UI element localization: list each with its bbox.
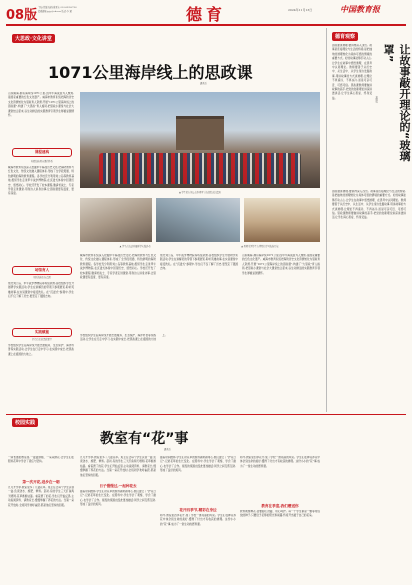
newspaper-logo: 中国教育报 <box>340 4 380 14</box>
bottom-sub-4: 教育在季度,我们赠送你 <box>261 504 299 508</box>
subhead-venue-label: 场馆育人 <box>34 268 50 272</box>
section-title: 德育 <box>186 5 227 24</box>
main-photo <box>80 92 320 188</box>
right-byline: 刘晓明 <box>374 96 378 103</box>
bottom-story-byline: 通讯员 <box>164 448 171 451</box>
bottom-sub-1: 第一次开花,进步在一朝 <box>22 480 60 484</box>
bottom-sub-2: 日子慢慢过,一起种花去 <box>99 484 137 488</box>
left-body-3c: 山东威海,拥有海岸线1071公里,因甲午海战而为人熟知,是国家重要的红色文化遗产。威海市教育系统把海防历史文化资源转化为思政育人资源,开展“1071公里海岸线上的思政课”,构建了“大思政”育人格局,把思政小课堂与社会大课堂结合起来,以生动鲜活的实践教育引领学生厚植爱国情怀。 <box>242 254 320 275</box>
left-body-3a: 威海市教育系统深入挖掘甲午海战历史文化,把海防教育与红色文化、传统文化融入课程体系,形成了全学段贯通、特色鲜明的海防教育课程。各学校充分利用刘公岛等教育基地,组织学生走进甲午战争博物院,在沉浸式体验中回望历史、感悟初心。学校还开发了校本课程,邀请老战士、专家学者走进课堂,用身边人讲身边事,让思政课更有温度、更有深度。 <box>80 254 156 280</box>
fort-gate <box>176 116 224 150</box>
bottom-body-4: 教育就像种花,需要耐心浇灌、用心呵护。每一个学生都是一颗等待绽放的种子,只要给予足够的阳光和雨露,终将开出属于自己的花朵。 <box>240 510 320 518</box>
subhead-practice <box>12 328 72 337</box>
subhead-curriculum-label: 课程建构 <box>34 150 50 154</box>
right-column-tag: 德育观察 <box>332 32 358 41</box>
email-line: 投稿邮箱:jyjy@edu.cn 版式:李 斌 <box>38 9 72 13</box>
column-divider <box>326 28 327 412</box>
student-group <box>99 153 301 184</box>
photo-museum <box>156 198 240 242</box>
bottom-body-3b: 如今,教室里四季花开,成了学校一道亮丽的风景。学生们在种花养花中体会到生命的美好,懂得了付出才有收获的道理。这份小小的“花”事,成为了一堂生动的德育课。 <box>240 456 320 468</box>
left-body-practice: 学校组织学生沿海岸线开展志愿服务、生态保护、海洋科普等实践活动,让学生在行走中学习,在实践中成长,把思政课上在祖国的大地上。 <box>8 344 74 356</box>
left-body-2: 依托刘公岛、甲午战争博物院等场馆资源,各校组织学生开展研学实践活动,学生在讲解员的带领下参观展览,聆听英雄故事,在实景课堂中接受洗礼。在“沉浸式”参观中,学生们不仅了解了历史,更坚定了强国志向。 <box>8 282 74 299</box>
right-body-main: 思政课讲道理,要讲得深入浅出。故事是连接理论与生活的桥梁,是把抽象的道理转化为具体可感的情境的重要方式。好的故事能够打动人心,让学生在故事中感悟道理、在思考中认同理论。教师要善于从历史中、从生活中、从学生身边发掘故事,用讲故事的方式讲道理,让理论不再遥远、不再冰冷,而是可亲可近、可感可信。思政课教师要做讲故事的高手,把党的创新理论讲深讲透讲活,让学生真心喜爱、终身受益。 <box>332 190 406 220</box>
subhead-curriculum-sub: 构建海防教育课程体系 <box>31 160 53 163</box>
issue-date: 2024年11月13日 <box>288 8 313 12</box>
bottom-body-1: 九月开学季,教室里多了几盆花草。班主任让每个学生认领一盆,负责浇水、施肥、修剪。起初,有的学生三天打鱼两天晒网,花草渐渐枯萎。看着蔫了的花,学生们开始反思,主动查阅资料、请教家长,慢慢掌握了养花的方法。当第一朵花开放时,全班同学欢呼雀跃,那是他们坚持的回报。 <box>8 486 74 507</box>
right-vertical-title: 让故事敲开理论的“玻璃罩” <box>382 44 411 162</box>
photo-caption-2: ▲ 学生在海边开展研学实践活动 <box>119 245 151 248</box>
photo-exhibit <box>244 198 320 242</box>
left-body-1: 威海市教育系统深入挖掘甲午海战历史文化,把海防教育与红色文化、传统文化融入课程体系,形成了全学段贯通、特色鲜明的海防教育课程。各学校充分利用刘公岛等教育基地,组织学生走进甲午战争博物院,在沉浸式体验中回望历史、感悟初心。学校还开发了校本课程,邀请老战士、专家学者走进课堂,用身边人讲身边事,让思政课更有温度、更有深度。 <box>8 166 74 196</box>
bottom-body-2: 随着时间推移,学生们对花草的照料越来越用心,他们建立了“护花日记”,记录花草的生长变化。在照料中,学生学会了观察、学会了耐心,也学会了合作。班级的氛围也因此更加融洽,同学之间互帮互助,形成了良好的班风。 <box>80 490 156 507</box>
page-number: 08版 <box>6 8 38 23</box>
photo-beach <box>80 198 152 242</box>
bottom-story-title: 教室有“花”事 <box>100 431 189 447</box>
bottom-intro: 一间普通的教室里,一盆盆绿植、一朵朵鲜花,让学生们在照料花草中学会了责任与坚持。 <box>8 456 74 464</box>
main-photo-caption: ▲ 学生们在刘公岛参观甲午海战纪念馆遗址 <box>179 191 221 194</box>
bottom-body-3: 如今,教室里四季花开,成了学校一道亮丽的风景。学生们在种花养花中体会到生命的美好,懂得了付出才有收获的道理。这份小小的“花”事,成为了一堂生动的德育课。 <box>160 514 236 526</box>
left-story-byline: 通讯员 <box>200 82 207 85</box>
bottom-body-1b: 九月开学季,教室里多了几盆花草。班主任让每个学生认领一盆,负责浇水、施肥、修剪。起初,有的学生三天打鱼两天晒网,花草渐渐枯萎。看着蔫了的花,学生们开始反思,主动查阅资料、请教家长,慢慢掌握了养花的方法。当第一朵花开放时,全班同学欢呼雀跃,那是他们坚持的回报。 <box>80 456 156 477</box>
subhead-curriculum <box>12 148 72 157</box>
subhead-practice-label: 实践赋能 <box>34 330 50 334</box>
left-body-continued: 学校组织学生沿海岸线开展志愿服务、生态保护、海洋科普等实践活动,让学生在行走中学习,在实践中成长,把思政课上在祖国的大地上。 <box>80 334 168 342</box>
header-rule <box>6 24 406 26</box>
bottom-column-tag: 校园实践 <box>12 418 38 427</box>
editor-info <box>38 6 128 13</box>
left-column-tag: 大思政·文化讲堂 <box>12 34 55 43</box>
left-story-title: 1071公里海岸线上的思政课 <box>48 63 253 82</box>
photo-caption-3: ▲ 教师带领学生在博物馆学习海防历史 <box>241 245 279 248</box>
bottom-divider <box>6 414 406 415</box>
subhead-venue <box>12 266 72 275</box>
bottom-sub-3: 花开四季节,精彩在身边 <box>179 508 217 512</box>
bottom-body-2b: 随着时间推移,学生们对花草的照料越来越用心,他们建立了“护花日记”,记录花草的生长变化。在照料中,学生学会了观察、学会了耐心,也学会了合作。班级的氛围也因此更加融洽,同学之间互帮互助,形成了良好的班风。 <box>160 456 236 473</box>
right-body-top: 思政课讲道理,要讲得深入浅出。故事是连接理论与生活的桥梁,是把抽象的道理转化为具体可感的情境的重要方式。好的故事能够打动人心,让学生在故事中感悟道理、在思考中认同理论。教师要善于从历史中、从生活中、从学生身边发掘故事,用讲故事的方式讲道理,让理论不再遥远、不再冰冷,而是可亲可近、可感可信。思政课教师要做讲故事的高手,把党的创新理论讲深讲透讲活,让学生真心喜爱、终身受益。 <box>332 44 372 100</box>
left-body-3b: 依托刘公岛、甲午战争博物院等场馆资源,各校组织学生开展研学实践活动,学生在讲解员的带领下参观展览,聆听英雄故事,在实景课堂中接受洗礼。在“沉浸式”参观中,学生们不仅了解了历史,更坚定了强国志向。 <box>160 254 238 271</box>
subhead-practice-sub: 打造行走的思政课堂 <box>32 338 52 341</box>
editor-line: 主编:张强 编辑:殷亚东 010-82296700 <box>38 6 77 9</box>
left-intro: 山东威海,拥有海岸线1071公里,因甲午海战而为人熟知,是国家重要的红色文化遗产。威海市教育系统把海防历史文化资源转化为思政育人资源,开展“1071公里海岸线上的思政课”,构建了“大思政”育人格局,把思政小课堂与社会大课堂结合起来,以生动鲜活的实践教育引领学生厚植爱国情怀。 <box>8 92 74 118</box>
subhead-venue-sub: 用活海防红色资源 <box>33 276 51 279</box>
